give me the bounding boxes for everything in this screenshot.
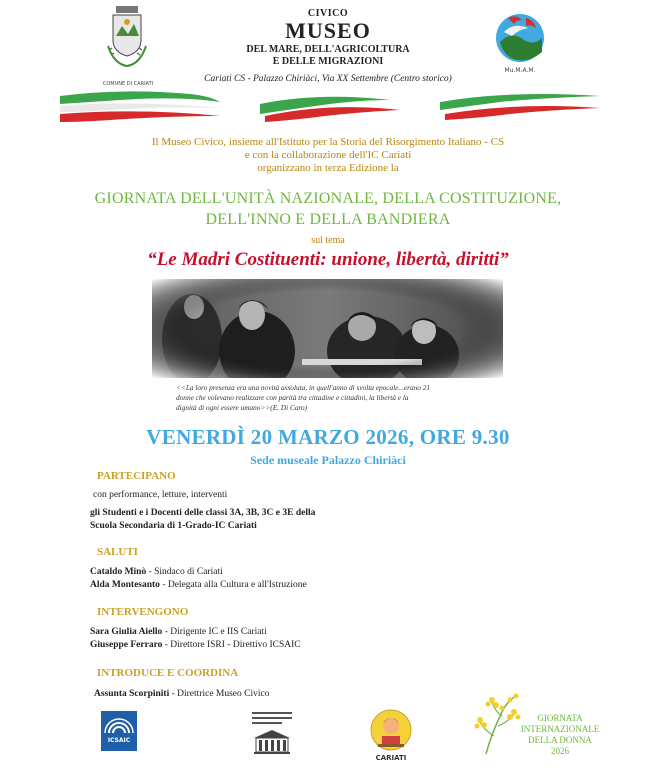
event-theme: “Le Madri Costituenti: unione, libertà, diritti” <box>147 249 509 270</box>
women-day-line2: INTERNAZIONALE <box>520 724 600 734</box>
mumam-caption: Mu.M.A.M. <box>504 67 536 74</box>
person-name: Cataldo Minò <box>90 567 147 577</box>
quote-line3: dignità di ogni essere umano>>(E. Di Caro) <box>176 403 308 412</box>
header-museo: MUSEO <box>285 18 371 43</box>
partecipano-line3: Scuola Secondaria di 1-Grado-IC Cariati <box>90 521 257 531</box>
section-heading-introduce: INTRODUCE E COORDINA <box>97 667 239 679</box>
quote-block <box>176 383 480 413</box>
event-date: VENERDÌ 20 MARZO 2026, ORE 9.30 <box>146 425 510 449</box>
intro-line3: organizzano in terza Edizione la <box>257 162 399 174</box>
header-civico: CIVICO <box>307 8 349 19</box>
intro-line2: e con la collaborazione dell'IC Cariati <box>244 149 412 161</box>
section-heading-partecipano: PARTECIPANO <box>97 470 176 482</box>
event-title-line1: GIORNATA DELL'UNITÀ NAZIONALE, DELLA COSTITUZIONE, <box>94 190 562 207</box>
mumam-logo <box>490 12 550 64</box>
historic-photo <box>152 279 503 378</box>
women-day-line3: DELLA DONNA <box>528 735 592 745</box>
person-role: - Delegata alla Cultura e all'Istruzione <box>159 580 307 590</box>
person-name: Giuseppe Ferraro <box>90 640 163 650</box>
intervengono-item <box>90 627 267 637</box>
icsaic-label: ICSAIC <box>107 737 131 744</box>
header-address: Cariati CS - Palazzo Chiriàci, Via XX Settembre (Centro storico) <box>204 74 452 84</box>
quote-line1: <<La loro presenza era una novità assoluta, in quell'anno di svolta epocale...erano 21 <box>176 383 431 392</box>
topic-label: sul tema <box>311 235 345 246</box>
event-venue: Sede museale Palazzo Chiriàci <box>250 453 406 467</box>
person-role: - Direttore ISRI - Direttivo ICSAIC <box>162 640 301 650</box>
person-role: - Sindaco di Cariati <box>146 567 223 577</box>
section-heading-intervengono: INTERVENGONO <box>97 606 189 618</box>
women-day-line4: 2026 <box>551 746 569 756</box>
person-name: Sara Giulia Aiello <box>90 627 163 637</box>
isri-logo <box>248 708 296 758</box>
cariati-logo <box>368 706 414 756</box>
tricolor-swoosh <box>60 86 600 128</box>
person-name: Assunta Scorpiniti <box>94 689 170 699</box>
introduce-item <box>94 689 270 699</box>
header-subtitle-line2: E DELLE MIGRAZIONI <box>272 56 384 67</box>
partecipano-line2: gli Studenti e i Docenti delle classi 3A, 3B, 3C e 3E della <box>90 508 316 518</box>
event-title-line2: DELL'INNO E DELLA BANDIERA <box>205 211 451 228</box>
person-role: - Dirigente IC e IIS Cariati <box>162 627 267 637</box>
partecipano-line1: con performance, letture, interventi <box>93 490 228 500</box>
header-subtitle-line1: DEL MARE, DELL'AGRICOLTURA <box>246 44 410 55</box>
cariati-caption: CARIATI <box>375 754 407 762</box>
saluti-item <box>90 580 307 590</box>
saluti-item <box>90 567 223 577</box>
women-day-line1: GIORNATA <box>537 713 583 723</box>
icsaic-arcs-icon <box>101 711 137 737</box>
crest-caption: COMUNE DI CARIATI <box>102 81 154 87</box>
mimosa-flower-icon <box>472 692 524 756</box>
person-role: - Direttrice Museo Civico <box>169 689 270 699</box>
section-heading-saluti: SALUTI <box>97 546 138 558</box>
icsaic-logo <box>101 711 137 751</box>
quote-line2: donne che volevano realizzare con parità tra cittadine e cittadini, la libertà e la <box>176 393 409 402</box>
intervengono-item <box>90 640 301 650</box>
person-name: Alda Montesanto <box>90 580 160 590</box>
intro-line1: Il Museo Civico, insieme all'Istituto per la Storia del Risorgimento Italiano - CS <box>151 136 505 148</box>
